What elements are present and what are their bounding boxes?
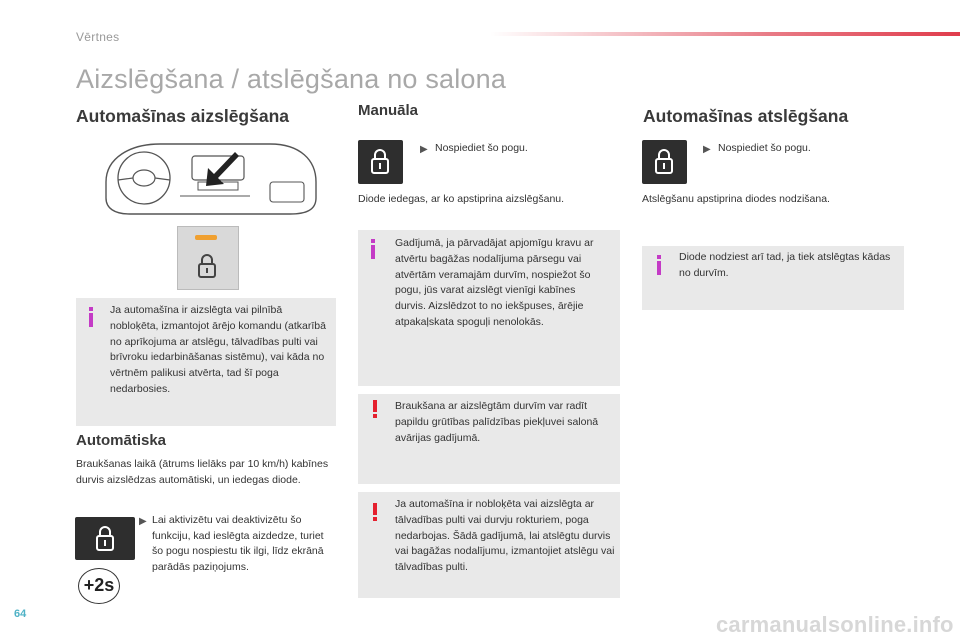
bullet-arrow-icon: ▶ [703, 144, 711, 155]
info-box-unlock [642, 246, 904, 310]
info-icon [657, 261, 661, 275]
unlock-text: Atslēgšanu apstiprina diodes nodzišana. [642, 193, 830, 205]
info-text: Ja automašīna ir aizslēgta vai pilnībā nobloķēta, izmantojot ārējo komandu (atkarībā no aprīkojuma ar atslēgu, tālvadības pulti vai brīvroku iedarbināšanas sistēmu), vai kāda no vērtnēm palikusi atvērta, tad šī poga nedarbosies. [110, 304, 326, 395]
padlock-icon [654, 148, 674, 175]
info-text: Diode nodziest arī tad, ja tiek atslēgtas kādas no durvīm. [679, 251, 891, 279]
lock-button-image [642, 140, 687, 184]
watermark: carmanualsonline.info [716, 612, 954, 637]
bullet-arrow-icon: ▶ [420, 144, 428, 155]
padlock-icon [370, 148, 390, 175]
warning-text: Braukšana ar aizslēgtām durvīm var radīt papildu grūtības palīdzības piekļuvei salonā avārijas gadījumā. [395, 400, 599, 444]
lock-button-image [358, 140, 403, 184]
padlock-icon [197, 253, 217, 279]
info-icon [371, 245, 375, 259]
info-text: Gadījumā, ja pārvadājat apjomīgu kravu ar atvērtu bagāžas nodalījuma pārsegu vai atvērtām veramajām durvīm, nospiežot šo pogu, jūs varat aizslēgt vienīgi kabīnes durvis. Aizslēdzot to no iekšpuses, ārējie atpakaļskata spoguļi nenolokās. [395, 237, 594, 328]
auto-heading: Automātiska [76, 432, 167, 449]
info-box-locked [76, 298, 336, 426]
manual-text: Diode iedegas, ar ko apstiprina aizslēgšanu. [358, 193, 565, 205]
manual-heading: Manuāla [358, 102, 419, 119]
section-label: Vērtnes [76, 30, 120, 44]
lock-led [195, 235, 217, 240]
padlock-icon [95, 525, 115, 552]
hold-2s-icon: +2s [78, 568, 120, 604]
page-number: 64 [14, 608, 27, 620]
page-title: Aizslēgšana / atslēgšana no salona [76, 64, 507, 94]
lock-button-closeup [177, 226, 239, 290]
unlock-bullet-text: Nospiediet šo pogu. [718, 142, 811, 154]
info-icon [89, 313, 93, 327]
warning-box-deadlock [358, 492, 620, 598]
header-accent-bar [490, 32, 960, 36]
bullet-arrow-icon: ▶ [139, 516, 147, 527]
locking-heading: Automašīnas aizslēgšana [76, 106, 289, 126]
auto-text: Braukšanas laikā (ātrums lielāks par 10 km/h) kabīnes durvis aizslēdzas automātiski, un iedegas diode. [76, 458, 329, 486]
unlocking-heading: Automašīnas atslēgšana [643, 106, 849, 126]
auto-bullet-text: Lai aktivizētu vai deaktivizētu šo funkciju, kad ieslēgta aizdedze, turiet šo pogu nospiestu tik ilgi, līdz ekrānā parādās paziņojums. [152, 514, 324, 573]
warning-icon [373, 400, 377, 412]
warning-icon [373, 503, 377, 515]
warning-box-driving [358, 394, 620, 484]
dashboard-illustration [100, 138, 322, 218]
warning-text: Ja automašīna ir nobloķēta vai aizslēgta ar tālvadības pulti vai durvju rokturiem, poga nedarbojas. Šādā gadījumā, lai atslēgtu durvis vai bagāžas nodalījumu, izmantojiet atslēgu vai tālvadības pulti. [395, 498, 615, 574]
info-box-cargo [358, 230, 620, 386]
manual-bullet-text: Nospiediet šo pogu. [435, 142, 528, 154]
lock-button-image [75, 517, 135, 560]
